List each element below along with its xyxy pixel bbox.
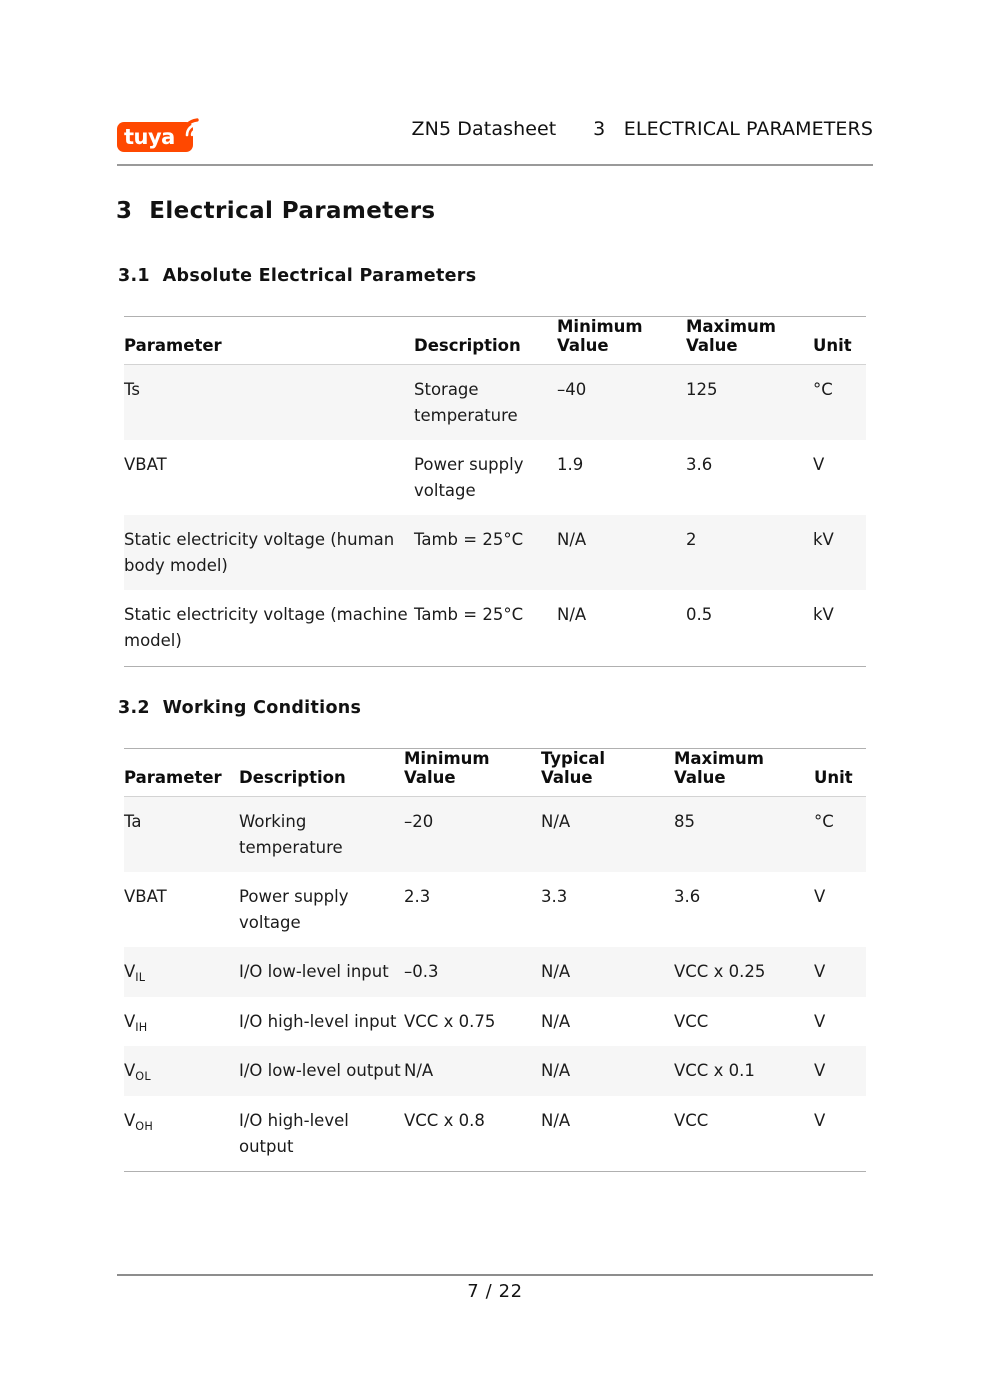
column-header-maximum-value	[674, 749, 814, 797]
cell-parameter: Static electricity voltage (machine model)	[124, 605, 408, 650]
cell-unit: V	[814, 1110, 826, 1130]
cell-minimum: 2.3	[404, 887, 431, 907]
table-header-row	[124, 749, 866, 797]
cell-minimum: VCC x 0.75	[404, 1011, 496, 1031]
column-header-line1: Maximum	[686, 317, 776, 336]
cell-description: I/O low-level input	[239, 962, 389, 982]
column-header-unit	[814, 749, 866, 797]
cell-typical: N/A	[541, 1011, 571, 1031]
table-row	[124, 590, 866, 666]
cell-description: Power supply voltage	[239, 887, 349, 932]
column-header-minimum-value	[404, 749, 541, 797]
column-header-line1: Maximum	[674, 749, 764, 768]
column-header-minimum-value	[557, 317, 686, 365]
parameter-base: VBAT	[124, 887, 167, 907]
cell-maximum: 125	[686, 380, 718, 399]
cell-maximum: 3.6	[686, 455, 713, 475]
parameter-base: V	[124, 1110, 136, 1130]
column-header-line2: Value	[674, 768, 726, 787]
cell-description: I/O high-level input	[239, 1011, 397, 1031]
column-header-line1: Minimum	[557, 317, 643, 336]
parameter-subscript: OH	[135, 1119, 153, 1133]
cell-unit: °C	[813, 380, 833, 399]
parameter-base: V	[124, 1061, 136, 1081]
cell-minimum: N/A	[404, 1061, 434, 1081]
column-header-description	[414, 317, 557, 365]
column-header-line2: Unit	[814, 768, 853, 787]
column-header-line1: Minimum	[404, 749, 490, 768]
cell-parameter	[124, 797, 239, 873]
page-number: 7 / 22	[467, 1281, 523, 1302]
working-conditions-table	[124, 748, 866, 1172]
column-header-line2: Value	[404, 768, 456, 787]
column-header-parameter	[124, 749, 239, 797]
cell-parameter: Ts	[124, 380, 140, 399]
table-row	[124, 797, 866, 873]
cell-maximum: VCC x 0.25	[674, 962, 766, 982]
cell-maximum: VCC	[674, 1011, 709, 1031]
cell-maximum: VCC x 0.1	[674, 1061, 755, 1081]
cell-description: Working temperature	[239, 812, 343, 857]
cell-minimum: –20	[404, 812, 434, 831]
column-header-typical-value	[541, 749, 674, 797]
cell-unit: V	[814, 1011, 826, 1031]
section-heading-3-1: 3.1 Absolute Electrical Parameters	[118, 266, 477, 286]
cell-typical: N/A	[541, 1061, 571, 1081]
cell-parameter	[124, 997, 239, 1047]
cell-typical: 3.3	[541, 887, 568, 907]
table-row	[124, 440, 866, 515]
table-row	[124, 365, 866, 441]
cell-parameter	[124, 947, 239, 997]
cell-unit: kV	[813, 605, 834, 625]
table-row	[124, 872, 866, 947]
column-header-parameter	[124, 317, 414, 365]
column-header-line2: Parameter	[124, 336, 222, 355]
column-header-line2: Unit	[813, 336, 852, 355]
column-header-line2: Value	[686, 336, 738, 355]
parameter-base: V	[124, 962, 136, 982]
section-heading-3-2: 3.2 Working Conditions	[118, 698, 362, 718]
parameter-subscript: IH	[135, 1020, 148, 1034]
cell-maximum: 85	[674, 812, 695, 831]
cell-description: I/O low-level output	[239, 1061, 401, 1081]
header-title: ZN5 Datasheet 3 ELECTRICAL PARAMETERS	[411, 118, 873, 140]
cell-minimum: VCC x 0.8	[404, 1110, 485, 1130]
cell-unit: V	[814, 1061, 826, 1081]
cell-minimum: –40	[557, 380, 587, 399]
cell-description: Power supply voltage	[414, 455, 524, 500]
section-heading-3: 3 Electrical Parameters	[116, 198, 436, 224]
column-header-line2: Value	[557, 336, 609, 355]
cell-minimum: N/A	[557, 605, 587, 625]
cell-minimum: –0.3	[404, 962, 439, 982]
cell-minimum: N/A	[557, 530, 587, 550]
column-header-line2: Description	[414, 336, 521, 355]
column-header-line2: Parameter	[124, 768, 222, 787]
column-header-line2: Description	[239, 768, 346, 787]
column-header-description	[239, 749, 404, 797]
table-row	[124, 997, 866, 1047]
cell-parameter	[124, 1046, 239, 1096]
column-header-line2: Value	[541, 768, 593, 787]
cell-typical: N/A	[541, 812, 571, 831]
cell-parameter: Static electricity voltage (human body model)	[124, 530, 395, 575]
logo-wordmark: tuya	[124, 125, 175, 149]
cell-parameter	[124, 1096, 239, 1172]
page-header	[117, 118, 873, 166]
cell-description: I/O high-level output	[239, 1110, 349, 1156]
cell-description: Tamb = 25°C	[414, 530, 524, 550]
header-rule	[117, 164, 873, 166]
parameter-base: Ta	[124, 812, 142, 831]
cell-maximum: VCC	[674, 1110, 709, 1130]
column-header-line1: Typical	[541, 749, 606, 768]
table-row	[124, 1046, 866, 1096]
cell-unit: V	[813, 455, 825, 475]
table-header-row	[124, 317, 866, 365]
cell-minimum: 1.9	[557, 455, 584, 475]
table-row	[124, 947, 866, 997]
cell-description: Tamb = 25°C	[414, 605, 524, 625]
parameter-base: V	[124, 1011, 136, 1031]
cell-unit: °C	[814, 812, 834, 831]
cell-parameter: VBAT	[124, 455, 167, 475]
cell-typical: N/A	[541, 1110, 571, 1130]
table-row	[124, 1096, 866, 1172]
column-header-maximum-value	[686, 317, 813, 365]
cell-parameter	[124, 872, 239, 947]
parameter-subscript: IL	[135, 970, 146, 984]
footer-rule	[117, 1274, 873, 1276]
cell-typical: N/A	[541, 962, 571, 982]
cell-maximum: 2	[686, 530, 697, 550]
cell-unit: V	[814, 962, 826, 982]
cell-description: Storage temperature	[414, 380, 518, 425]
cell-maximum: 0.5	[686, 605, 713, 625]
table-row	[124, 515, 866, 590]
cell-unit: kV	[813, 530, 834, 550]
parameter-subscript: OL	[135, 1070, 151, 1084]
column-header-unit	[813, 317, 866, 365]
cell-unit: V	[814, 887, 826, 907]
cell-maximum: 3.6	[674, 887, 701, 907]
absolute-electrical-parameters-table	[124, 316, 866, 667]
